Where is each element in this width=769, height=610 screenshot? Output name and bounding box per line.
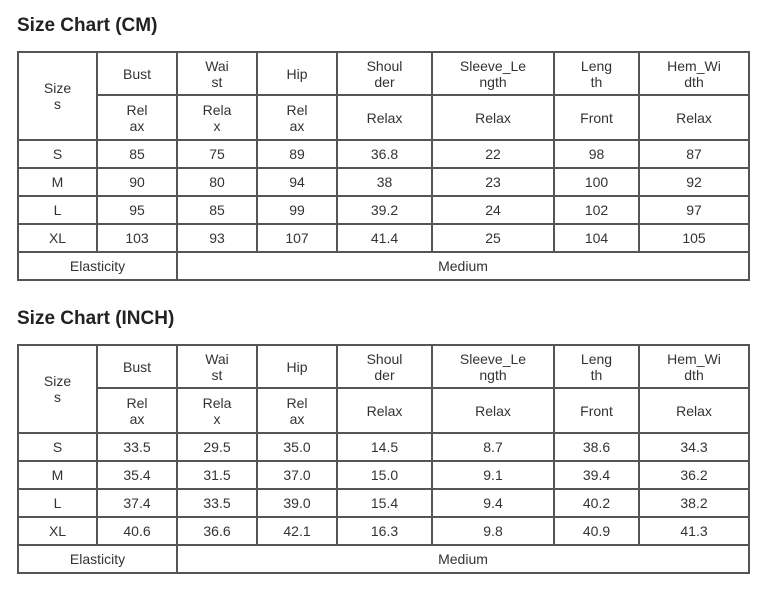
table-cell: 9.4: [432, 489, 554, 517]
size-cell: XL: [18, 224, 97, 252]
table-cell: 8.7: [432, 433, 554, 461]
header-hip: Hip: [257, 52, 337, 95]
table-row: [18, 140, 749, 168]
table-row: [18, 489, 749, 517]
table-cell: 25: [432, 224, 554, 252]
header-shoulder: Shoul der: [337, 345, 432, 388]
table-cell: 42.1: [257, 517, 337, 545]
elasticity-row: [18, 252, 749, 280]
table-cell: 38.6: [554, 433, 639, 461]
header-hip: Hip: [257, 345, 337, 388]
table-cell: 95: [97, 196, 177, 224]
subheader-cell: Relax: [337, 388, 432, 433]
table-cell: 15.0: [337, 461, 432, 489]
header-sizes: Size s: [18, 345, 97, 433]
subheader-cell: Rel ax: [257, 95, 337, 140]
size-chart-cm-title: Size Chart (CM): [17, 15, 158, 36]
table-cell: 103: [97, 224, 177, 252]
table-cell: 102: [554, 196, 639, 224]
subheader-cell: Relax: [639, 95, 749, 140]
table-cell: 75: [177, 140, 257, 168]
table-cell: 93: [177, 224, 257, 252]
table-cell: 33.5: [177, 489, 257, 517]
elasticity-row: [18, 545, 749, 573]
table-cell: 39.2: [337, 196, 432, 224]
table-cell: 90: [97, 168, 177, 196]
header-shoulder: Shoul der: [337, 52, 432, 95]
table-row: [18, 517, 749, 545]
table-cell: 89: [257, 140, 337, 168]
table-cell: 85: [177, 196, 257, 224]
size-cell: S: [18, 433, 97, 461]
elasticity-label: Elasticity: [18, 545, 177, 573]
table-cell: 15.4: [337, 489, 432, 517]
table-row: [18, 224, 749, 252]
table-cell: 87: [639, 140, 749, 168]
header-sizes: Size s: [18, 52, 97, 140]
elasticity-value: Medium: [177, 545, 749, 573]
subheader-cell: Relax: [337, 95, 432, 140]
table-row: [18, 196, 749, 224]
table-cell: 98: [554, 140, 639, 168]
table-cell: 9.1: [432, 461, 554, 489]
size-cell: M: [18, 168, 97, 196]
header-length: Leng th: [554, 345, 639, 388]
size-cell: S: [18, 140, 97, 168]
table-cell: 107: [257, 224, 337, 252]
table-cell: 40.2: [554, 489, 639, 517]
header-hem-width: Hem_Wi dth: [639, 345, 749, 388]
table-cell: 39.4: [554, 461, 639, 489]
table-cell: 39.0: [257, 489, 337, 517]
table-cell: 31.5: [177, 461, 257, 489]
table-cell: 92: [639, 168, 749, 196]
table-cell: 36.6: [177, 517, 257, 545]
table-cell: 29.5: [177, 433, 257, 461]
table-cell: 33.5: [97, 433, 177, 461]
subheader-cell: Rel ax: [97, 388, 177, 433]
header-waist: Wai st: [177, 345, 257, 388]
table-cell: 41.3: [639, 517, 749, 545]
header-waist: Wai st: [177, 52, 257, 95]
subheader-cell: Rela x: [177, 388, 257, 433]
header-bust: Bust: [97, 52, 177, 95]
table-cell: 9.8: [432, 517, 554, 545]
table-cell: 24: [432, 196, 554, 224]
table-cell: 105: [639, 224, 749, 252]
subheader-cell: Relax: [432, 388, 554, 433]
size-chart-inch-title: Size Chart (INCH): [17, 308, 175, 329]
table-cell: 97: [639, 196, 749, 224]
table-cell: 16.3: [337, 517, 432, 545]
table-subheader-row: [18, 388, 749, 433]
table-header-row: [18, 345, 749, 388]
subheader-cell: Front: [554, 388, 639, 433]
size-cell: XL: [18, 517, 97, 545]
size-cell: M: [18, 461, 97, 489]
header-bust: Bust: [97, 345, 177, 388]
table-cell: 85: [97, 140, 177, 168]
elasticity-value: Medium: [177, 252, 749, 280]
table-cell: 36.2: [639, 461, 749, 489]
table-cell: 34.3: [639, 433, 749, 461]
table-cell: 40.9: [554, 517, 639, 545]
table-cell: 99: [257, 196, 337, 224]
table-cell: 22: [432, 140, 554, 168]
header-sleeve-length: Sleeve_Le ngth: [432, 52, 554, 95]
table-cell: 40.6: [97, 517, 177, 545]
table-cell: 38.2: [639, 489, 749, 517]
table-cell: 94: [257, 168, 337, 196]
subheader-cell: Rel ax: [257, 388, 337, 433]
header-length: Leng th: [554, 52, 639, 95]
table-cell: 100: [554, 168, 639, 196]
table-row: [18, 461, 749, 489]
size-cell: L: [18, 196, 97, 224]
table-row: [18, 433, 749, 461]
size-cell: L: [18, 489, 97, 517]
size-chart-inch-table: [17, 344, 750, 574]
table-cell: 80: [177, 168, 257, 196]
table-cell: 14.5: [337, 433, 432, 461]
table-cell: 23: [432, 168, 554, 196]
table-cell: 41.4: [337, 224, 432, 252]
table-cell: 37.4: [97, 489, 177, 517]
table-cell: 35.0: [257, 433, 337, 461]
table-cell: 36.8: [337, 140, 432, 168]
subheader-cell: Relax: [639, 388, 749, 433]
table-row: [18, 168, 749, 196]
subheader-cell: Rel ax: [97, 95, 177, 140]
table-cell: 35.4: [97, 461, 177, 489]
subheader-cell: Rela x: [177, 95, 257, 140]
table-subheader-row: [18, 95, 749, 140]
elasticity-label: Elasticity: [18, 252, 177, 280]
table-cell: 104: [554, 224, 639, 252]
subheader-cell: Front: [554, 95, 639, 140]
header-hem-width: Hem_Wi dth: [639, 52, 749, 95]
header-sleeve-length: Sleeve_Le ngth: [432, 345, 554, 388]
subheader-cell: Relax: [432, 95, 554, 140]
table-cell: 38: [337, 168, 432, 196]
table-cell: 37.0: [257, 461, 337, 489]
table-header-row: [18, 52, 749, 95]
size-chart-cm-table: [17, 51, 750, 281]
